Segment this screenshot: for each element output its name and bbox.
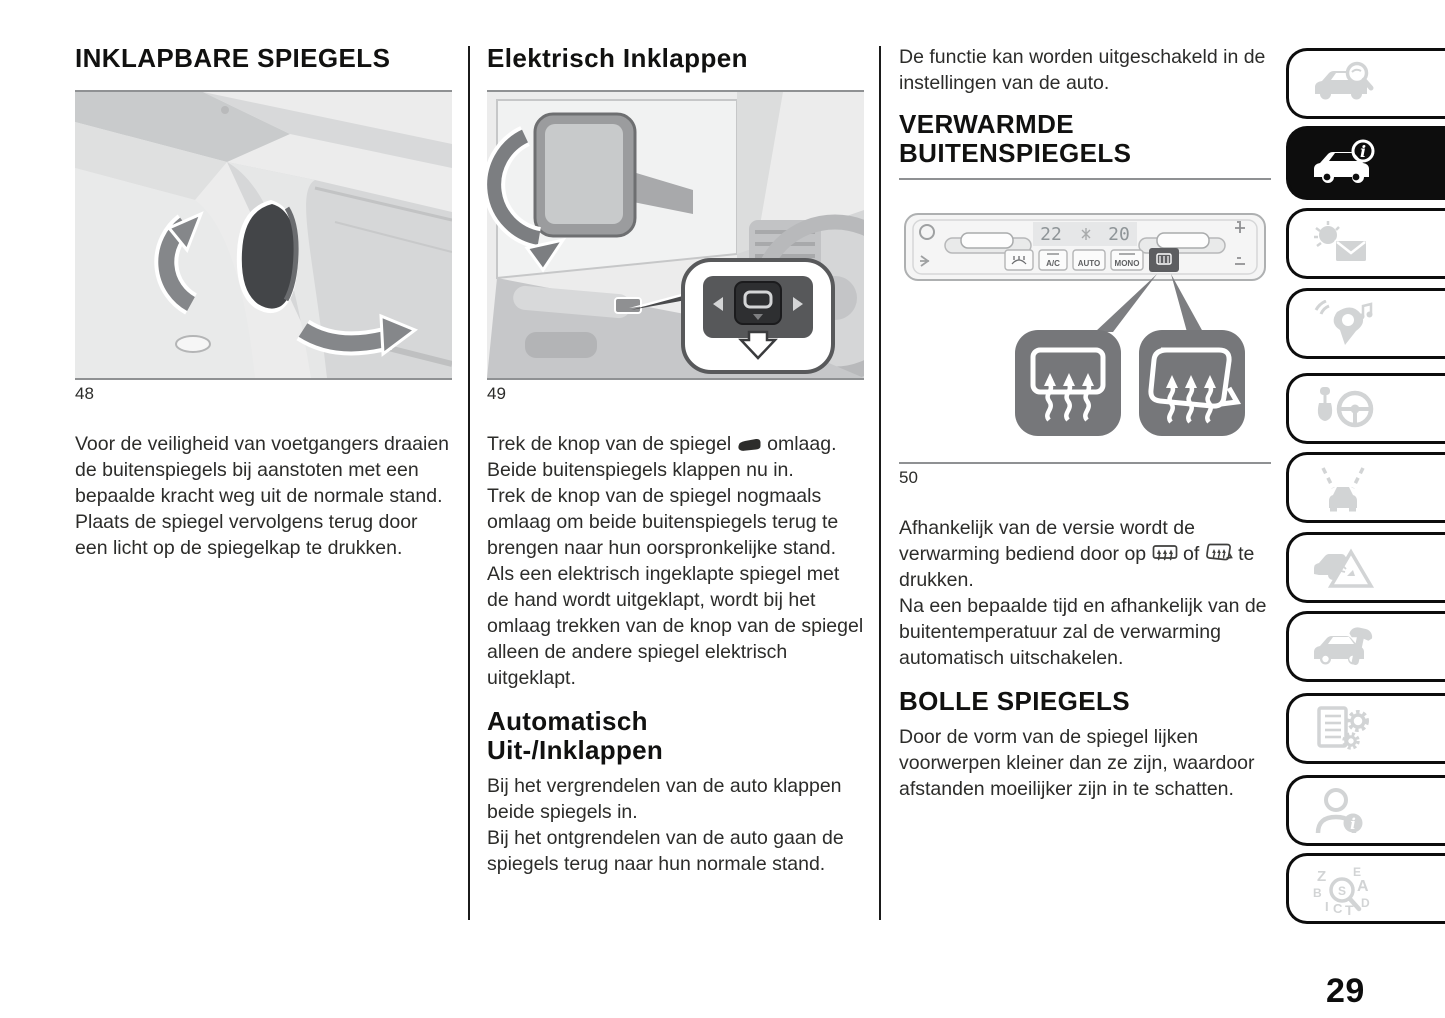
heated-rear-window-icon [1152,542,1178,562]
info-letter: i [1359,142,1367,161]
intro-paragraph: De functie kan worden uitgeschakeld in de instellingen van de auto. [899,46,1266,94]
index-letter: B [1313,885,1322,900]
sidebar-tab-multimedia[interactable] [1286,288,1445,359]
figure-49-illustration [487,90,864,380]
heated-mirror-symbol [1139,330,1245,436]
paragraph-text: Als een elektrisch ingeklapte spiegel met de hand wordt uitgeklapt, wordt bij het omlaag trekken van de knop van de spiegel alleen de andere spiegel elektrisch uitgeklapt. [487,562,864,689]
text-run: Afhankelijk van de versie wordt de verwarming bediend door op [899,516,1195,565]
paragraph-text [487,431,864,457]
lane-assist-icon [1311,464,1375,512]
sidebar-tab-warning-lights[interactable] [1286,208,1445,279]
index-letter: A [1357,877,1369,895]
figure-48-caption: 48 [75,384,94,404]
person-info-icon [1311,787,1375,835]
paragraph-text: Bij het ontgrendelen van de auto gaan de spiegels terug naar hun normale stand. [487,826,844,875]
section-heading-verwarmde-buitenspiegels: VERWARMDE BUITENSPIEGELS [899,109,1132,169]
mirror-switch-illustration [487,92,864,378]
column-electric-folding [487,44,864,877]
sidebar-tab-driver-assistance[interactable] [1286,452,1445,523]
figure-50-caption: 50 [899,468,918,488]
auto-folding-paragraph [487,773,864,877]
figure-48-illustration [75,90,452,380]
paragraph-text: Trek de knop van de spiegel nogmaals omlaag om beide buitenspiegels terug te brengen naar hun oorspronkelijke stand. [487,484,839,559]
sidebar-tab-getting-to-know[interactable] [1286,48,1445,119]
index-letter: D [1361,895,1370,910]
column-divider [879,46,881,920]
car-service-icon [1311,623,1375,671]
sidebar-tab-service[interactable] [1286,611,1445,682]
text-run: of [1183,542,1200,565]
gear-steering-icon [1311,385,1375,433]
convex-mirrors-paragraph [899,724,1271,802]
info-letter: i [1350,814,1356,833]
btn-mono-label: MONO [1114,259,1140,269]
paragraph-text: Bij het vergrendelen van de auto klappen beide spiegels in. [487,774,842,823]
index-letter: I [1325,898,1329,914]
electric-folding-paragraph [487,431,864,691]
subheading-automatisch-uit-inklappen: Automatisch Uit-/Inklappen [487,705,664,765]
btn-auto-label: AUTO [1077,259,1101,269]
car-info-icon [1311,139,1375,187]
btn-ac-label: A/C [1046,259,1060,269]
heated-mirror-icon [1205,542,1233,562]
text-run: omlaag. [767,432,837,455]
display-temp-right: 20 [1108,224,1130,246]
paragraph-text: Voor de veiligheid van voetgangers draaien de buitenspiegels bij aanstoten met een bepaalde kracht weg uit de normale stand. Plaats de spiegel vervolgens terug door een licht op de spiegelkap te drukken. [75,432,450,559]
index-letter: T [1345,901,1354,915]
car-search-icon [1311,60,1375,108]
warning-light-mail-icon [1311,220,1375,268]
page-number: 29 [1326,972,1365,1010]
sidebar-tab-index[interactable] [1286,853,1445,924]
column-heated-mirrors [899,44,1271,802]
specs-gears-icon [1311,705,1375,753]
climate-buttons [1005,248,1179,272]
multimedia-nav-icon [1311,300,1375,348]
figure-49-caption: 49 [487,384,506,404]
figure-50 [899,178,1271,488]
display-temp-left: 22 [1040,224,1062,246]
heated-mirrors-paragraph [899,515,1271,671]
sidebar-tab-starting-driving[interactable] [1286,373,1445,444]
paragraph-text: Door de vorm van de spiegel lijken voorwerpen kleiner dan ze zijn, waardoor afstanden moeilijker zijn in te schatten. [899,725,1255,800]
paragraph-text: Beide buitenspiegels klappen nu in. [487,458,794,481]
section-heading-inklapbare-spiegels: INKLAPBARE SPIEGELS [75,43,391,73]
sidebar-tab-dashboard-info-active[interactable] [1286,126,1445,200]
sidebar-tab-owner-info[interactable] [1286,775,1445,846]
figure-48 [75,90,452,404]
index-letter: Z [1317,867,1327,885]
sidebar-tab-technical-data[interactable] [1286,693,1445,764]
index-search-icon [1311,863,1381,915]
heated-rear-window-symbol [1015,330,1121,436]
section-heading-elektrisch-inklappen: Elektrisch Inklappen [487,43,748,73]
figure-49 [487,90,864,404]
text-run: te drukken. [899,542,1255,591]
text-run: Trek de knop van de spiegel [487,432,732,455]
index-letter: S [1337,883,1347,898]
mirror-symbol-icon [737,438,762,452]
sidebar-tab-emergency[interactable] [1286,532,1445,603]
paragraph-text [899,515,1271,593]
index-letter: C [1333,900,1343,915]
column-divider [468,46,470,920]
paragraph-text: Na een bepaalde tijd en afhankelijk van de buitentemperatuur zal de verwarming automatisch uitschakelen. [899,594,1267,669]
exterior-mirror-fold-illustration [75,92,452,378]
index-letter: E [1353,864,1362,879]
climate-panel-illustration [899,180,1271,462]
column-folding-mirrors [75,44,452,561]
section-heading-bolle-spiegels: BOLLE SPIEGELS [899,685,1130,716]
folding-mirrors-paragraph [75,431,452,561]
emergency-triangle-icon [1311,544,1375,592]
figure-50-illustration [899,178,1271,464]
